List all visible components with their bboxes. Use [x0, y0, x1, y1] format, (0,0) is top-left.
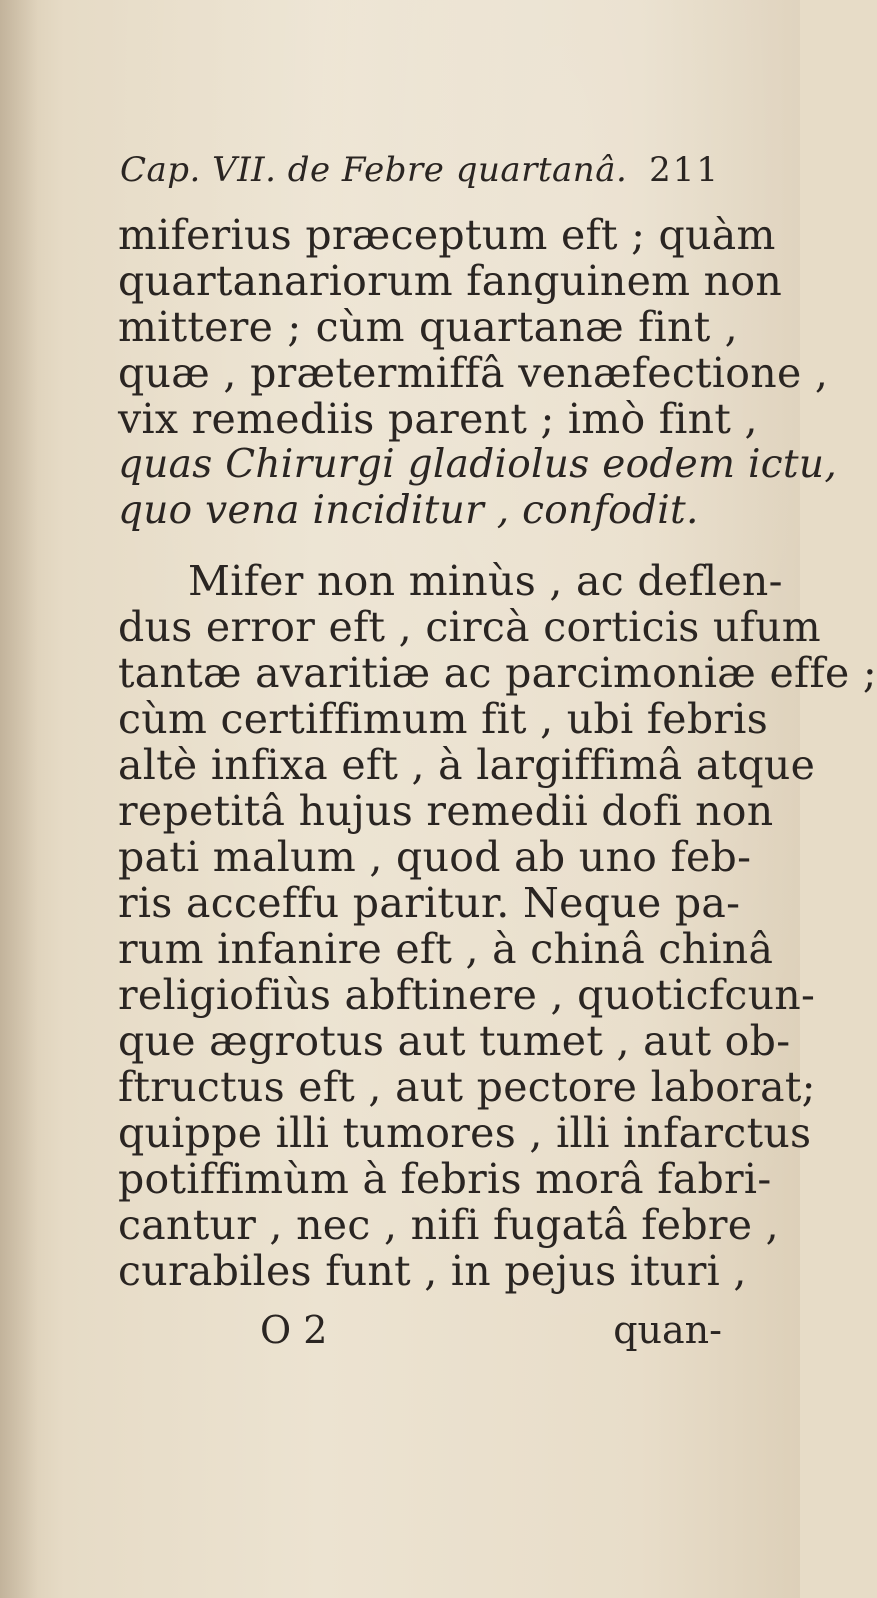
text-line: pati malum , quod ab uno feb- [118, 833, 752, 881]
text-line: quæ , prætermiffâ venæfectione , [118, 349, 829, 397]
text-line: que ægrotus aut tumet , aut ob- [118, 1017, 791, 1065]
text-line: religiofiùs abftinere , quoticfcun- [118, 971, 816, 1019]
text-line: Mifer non minùs , ac deflen- [188, 557, 783, 605]
paragraph-2 [118, 557, 877, 1295]
text-line: dus error eft , circà corticis ufum [118, 603, 821, 651]
text-line: rum infanire eft , à chinâ chinâ [118, 925, 774, 973]
text-line: miferius præceptum eft ; quàm [118, 211, 776, 259]
text-line: altè infixa eft , à largiffimâ atque [118, 741, 816, 789]
text-line: quippe illi tumores , illi infarctus [118, 1109, 812, 1157]
text-line: quo vena inciditur , confodit. [118, 488, 699, 533]
text-line: quas Chirurgi gladiolus eodem ictu, [118, 442, 838, 487]
page-gutter-shadow [0, 0, 38, 1598]
text-line: curabiles funt , in pejus ituri , [118, 1247, 747, 1295]
text-line: repetitâ hujus remedii dofi non [118, 787, 774, 835]
text-line: potiffimùm à febris morâ fabri- [118, 1155, 772, 1203]
text-line: tantæ avaritiæ ac parcimoniæ effe ; [118, 649, 877, 697]
text-line: ftructus eft , aut pectore laborat; [118, 1063, 816, 1111]
text-line: cantur , nec , nifi fugatâ febre , [118, 1201, 779, 1249]
text-line: quartanariorum fanguinem non [118, 257, 783, 305]
paragraph-1 [118, 211, 838, 534]
text-line: vix remediis parent ; imò fint , [118, 395, 758, 443]
text-line: cùm certiffimum fit , ubi febris [118, 695, 769, 743]
page-header [120, 150, 740, 198]
text-line: ris acceffu paritur. Neque pa- [118, 879, 741, 927]
running-head: Cap. VII. de Febre quartanâ. [120, 150, 628, 190]
catchword: quan- [613, 1308, 722, 1352]
text-line: mittere ; cùm quartanæ fint , [118, 303, 738, 351]
page-number: 211 [649, 150, 720, 190]
signature-mark: O 2 [260, 1308, 328, 1352]
page-footer [260, 1308, 730, 1358]
